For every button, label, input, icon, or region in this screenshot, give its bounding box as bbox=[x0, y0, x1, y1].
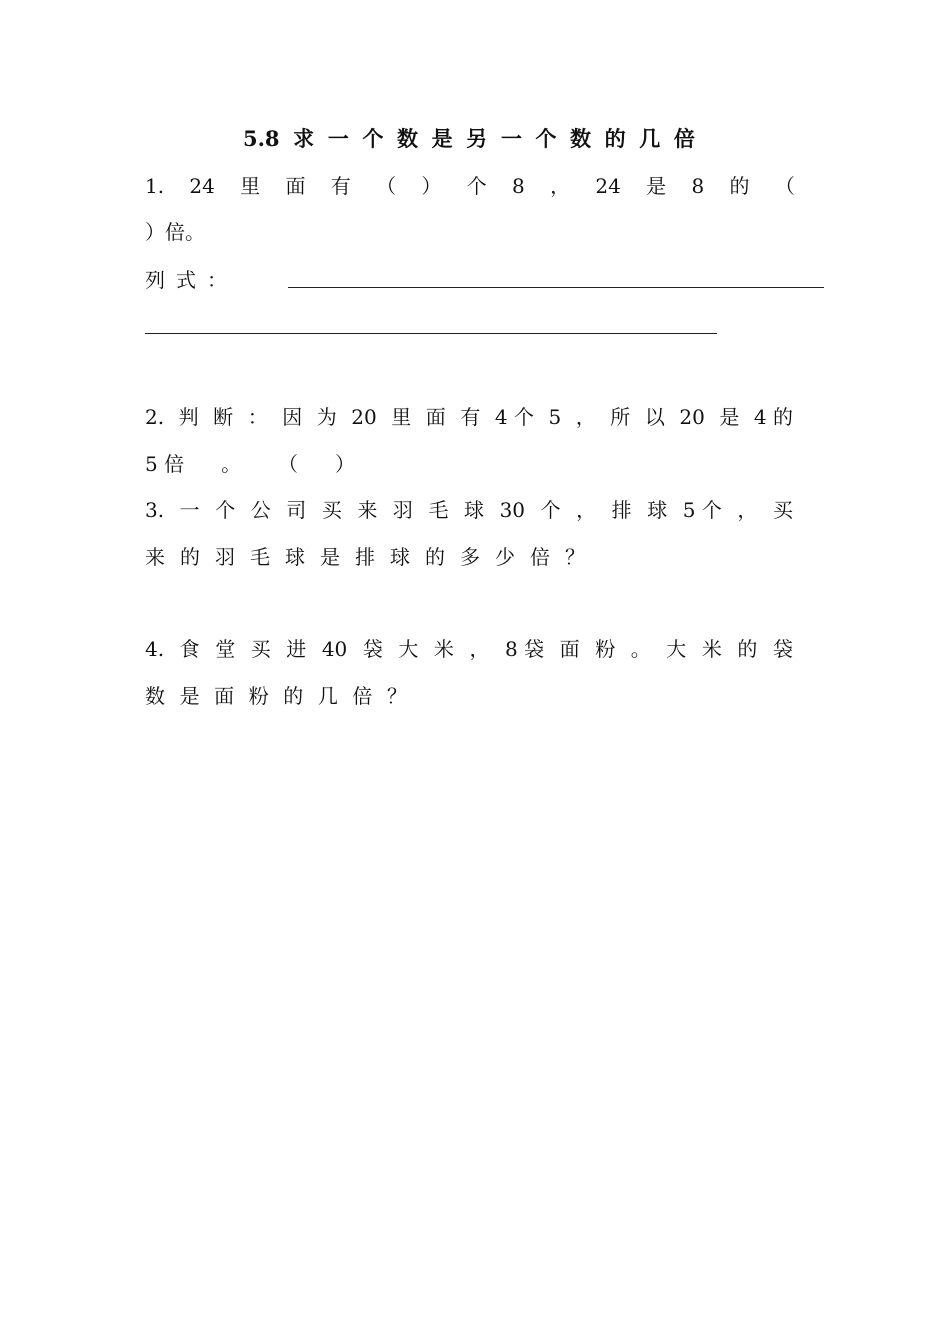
question-2-line-1 bbox=[145, 403, 793, 431]
question-2-token: 为 bbox=[316, 405, 337, 429]
formula-label-token: 列 bbox=[145, 268, 165, 292]
question-2-token: 20 bbox=[351, 405, 377, 429]
title-token: 个 bbox=[535, 126, 557, 151]
question-4-token: 40 bbox=[321, 637, 348, 661]
question-4-line-1 bbox=[145, 635, 793, 663]
question-3-token: 3. bbox=[145, 498, 165, 522]
question-3-token: 毛 bbox=[428, 498, 449, 522]
question-1-token: ， bbox=[550, 174, 571, 198]
question-4-token: 粉 bbox=[595, 637, 616, 661]
question-4-token: 的 bbox=[283, 684, 304, 708]
question-4-token: ？ bbox=[386, 684, 407, 708]
question-4-token: 面 bbox=[559, 637, 580, 661]
question-1-token: 个 bbox=[466, 174, 487, 198]
question-4-token: 米 bbox=[433, 637, 454, 661]
question-2-token: 断 bbox=[213, 405, 234, 429]
question-3-token: 个 bbox=[540, 498, 561, 522]
title-token: 一 bbox=[327, 126, 349, 151]
question-2-token: 5 倍 bbox=[145, 452, 185, 476]
question-4-token: 。 bbox=[630, 637, 651, 661]
question-1-token: 24 bbox=[595, 174, 621, 198]
title-token: 个 bbox=[362, 126, 384, 151]
question-1-token: 24 bbox=[189, 174, 215, 198]
question-2-token: ： bbox=[247, 405, 268, 429]
title-token: 是 bbox=[431, 126, 453, 151]
question-2-token: ， bbox=[575, 405, 596, 429]
question-4-token: 面 bbox=[214, 684, 235, 708]
question-3-token: ？ bbox=[565, 545, 585, 569]
title-token: 数 bbox=[396, 126, 418, 151]
question-1-token: 面 bbox=[285, 174, 306, 198]
question-1-token: （ bbox=[774, 174, 795, 198]
question-4-token: 堂 bbox=[215, 637, 236, 661]
question-2-token: 以 bbox=[644, 405, 665, 429]
question-4-token: 食 bbox=[179, 637, 200, 661]
title-token: 求 bbox=[293, 126, 315, 151]
formula-label-token: ： bbox=[207, 268, 227, 292]
question-1-token: ） bbox=[145, 220, 165, 244]
question-2-token: 面 bbox=[425, 405, 446, 429]
title-token: 5.8 bbox=[243, 126, 280, 151]
question-4-token: ， bbox=[469, 637, 490, 661]
question-1-token: 1. bbox=[145, 174, 165, 198]
question-3-token: 的 bbox=[425, 545, 445, 569]
question-3-token: 毛 bbox=[250, 545, 270, 569]
question-3-line-1 bbox=[145, 496, 793, 524]
title-token: 的 bbox=[604, 126, 626, 151]
question-4-token: 8 袋 bbox=[505, 637, 545, 661]
question-4-token: 是 bbox=[179, 684, 200, 708]
question-1-line-2 bbox=[145, 218, 205, 246]
question-4-token: 的 bbox=[737, 637, 758, 661]
question-3-token: 买 bbox=[321, 498, 342, 522]
question-4-token: 袋 bbox=[772, 637, 793, 661]
question-2-token: 5 bbox=[548, 405, 562, 429]
question-4-token: 大 bbox=[666, 637, 687, 661]
question-3-token: 倍 bbox=[530, 545, 550, 569]
question-2-token: 里 bbox=[391, 405, 412, 429]
question-3-token: 个 bbox=[215, 498, 236, 522]
question-4-token: 米 bbox=[701, 637, 722, 661]
question-2-token: ） bbox=[335, 452, 355, 476]
question-4-token: 粉 bbox=[248, 684, 269, 708]
title-token: 一 bbox=[500, 126, 522, 151]
question-2-token: 4 个 bbox=[494, 405, 534, 429]
question-3-line-2 bbox=[145, 543, 585, 571]
question-4-token: 大 bbox=[398, 637, 419, 661]
formula-label-token: 式 bbox=[176, 268, 196, 292]
question-3-token: ， bbox=[576, 498, 597, 522]
question-1-token: （ bbox=[376, 174, 397, 198]
title-token: 数 bbox=[570, 126, 592, 151]
question-1-token: 里 bbox=[240, 174, 261, 198]
question-2-token: 2. bbox=[145, 405, 165, 429]
question-1-answer-line-2 bbox=[145, 333, 717, 334]
question-3-token: ， bbox=[737, 498, 758, 522]
question-1-answer-line-1 bbox=[288, 287, 824, 288]
question-3-token: 一 bbox=[179, 498, 200, 522]
question-2-token: 因 bbox=[282, 405, 303, 429]
question-2-token: 是 bbox=[719, 405, 740, 429]
question-3-token: 羽 bbox=[392, 498, 413, 522]
question-3-token: 的 bbox=[180, 545, 200, 569]
question-4-token: 4. bbox=[145, 637, 165, 661]
question-1-formula-label bbox=[145, 266, 227, 294]
question-3-token: 排 bbox=[355, 545, 375, 569]
question-1-token: 。 bbox=[185, 220, 205, 244]
question-3-token: 羽 bbox=[215, 545, 235, 569]
question-4-line-2 bbox=[145, 682, 407, 710]
question-3-token: 球 bbox=[464, 498, 485, 522]
question-3-token: 买 bbox=[772, 498, 793, 522]
question-2-token: 20 bbox=[679, 405, 705, 429]
question-3-token: 是 bbox=[320, 545, 340, 569]
question-2-token: （ bbox=[278, 452, 299, 476]
question-2-token: 4 的 bbox=[753, 405, 793, 429]
question-3-token: 来 bbox=[145, 545, 165, 569]
question-4-token: 进 bbox=[286, 637, 307, 661]
question-3-token: 5 个 bbox=[682, 498, 722, 522]
question-4-token: 买 bbox=[250, 637, 271, 661]
title-token: 倍 bbox=[673, 126, 695, 151]
question-1-token: ） bbox=[421, 174, 442, 198]
question-2-line-2 bbox=[145, 450, 355, 478]
question-1-token: 倍 bbox=[165, 220, 185, 244]
question-4-token: 袋 bbox=[362, 637, 383, 661]
question-1-token: 的 bbox=[729, 174, 750, 198]
question-4-token: 几 bbox=[317, 684, 338, 708]
title-token: 另 bbox=[466, 126, 488, 151]
question-1-token: 8 bbox=[691, 174, 705, 198]
question-3-token: 球 bbox=[647, 498, 668, 522]
question-1-token: 是 bbox=[646, 174, 667, 198]
question-2-token: 所 bbox=[610, 405, 631, 429]
question-2-token: 有 bbox=[460, 405, 481, 429]
question-1-line-1 bbox=[145, 172, 795, 200]
question-3-token: 少 bbox=[495, 545, 515, 569]
question-1-token: 有 bbox=[330, 174, 351, 198]
question-3-token: 多 bbox=[460, 545, 480, 569]
question-1-token: 8 bbox=[512, 174, 525, 198]
question-3-token: 来 bbox=[357, 498, 378, 522]
question-4-token: 倍 bbox=[352, 684, 373, 708]
question-2-token: 判 bbox=[178, 405, 199, 429]
question-3-token: 排 bbox=[611, 498, 632, 522]
question-4-token: 数 bbox=[145, 684, 165, 708]
worksheet-title bbox=[243, 124, 695, 154]
question-3-token: 球 bbox=[285, 545, 305, 569]
question-2-token: 。 bbox=[221, 452, 242, 476]
title-token: 几 bbox=[639, 126, 661, 151]
question-3-token: 球 bbox=[390, 545, 410, 569]
question-3-token: 30 bbox=[499, 498, 526, 522]
question-3-token: 司 bbox=[286, 498, 307, 522]
question-3-token: 公 bbox=[250, 498, 271, 522]
